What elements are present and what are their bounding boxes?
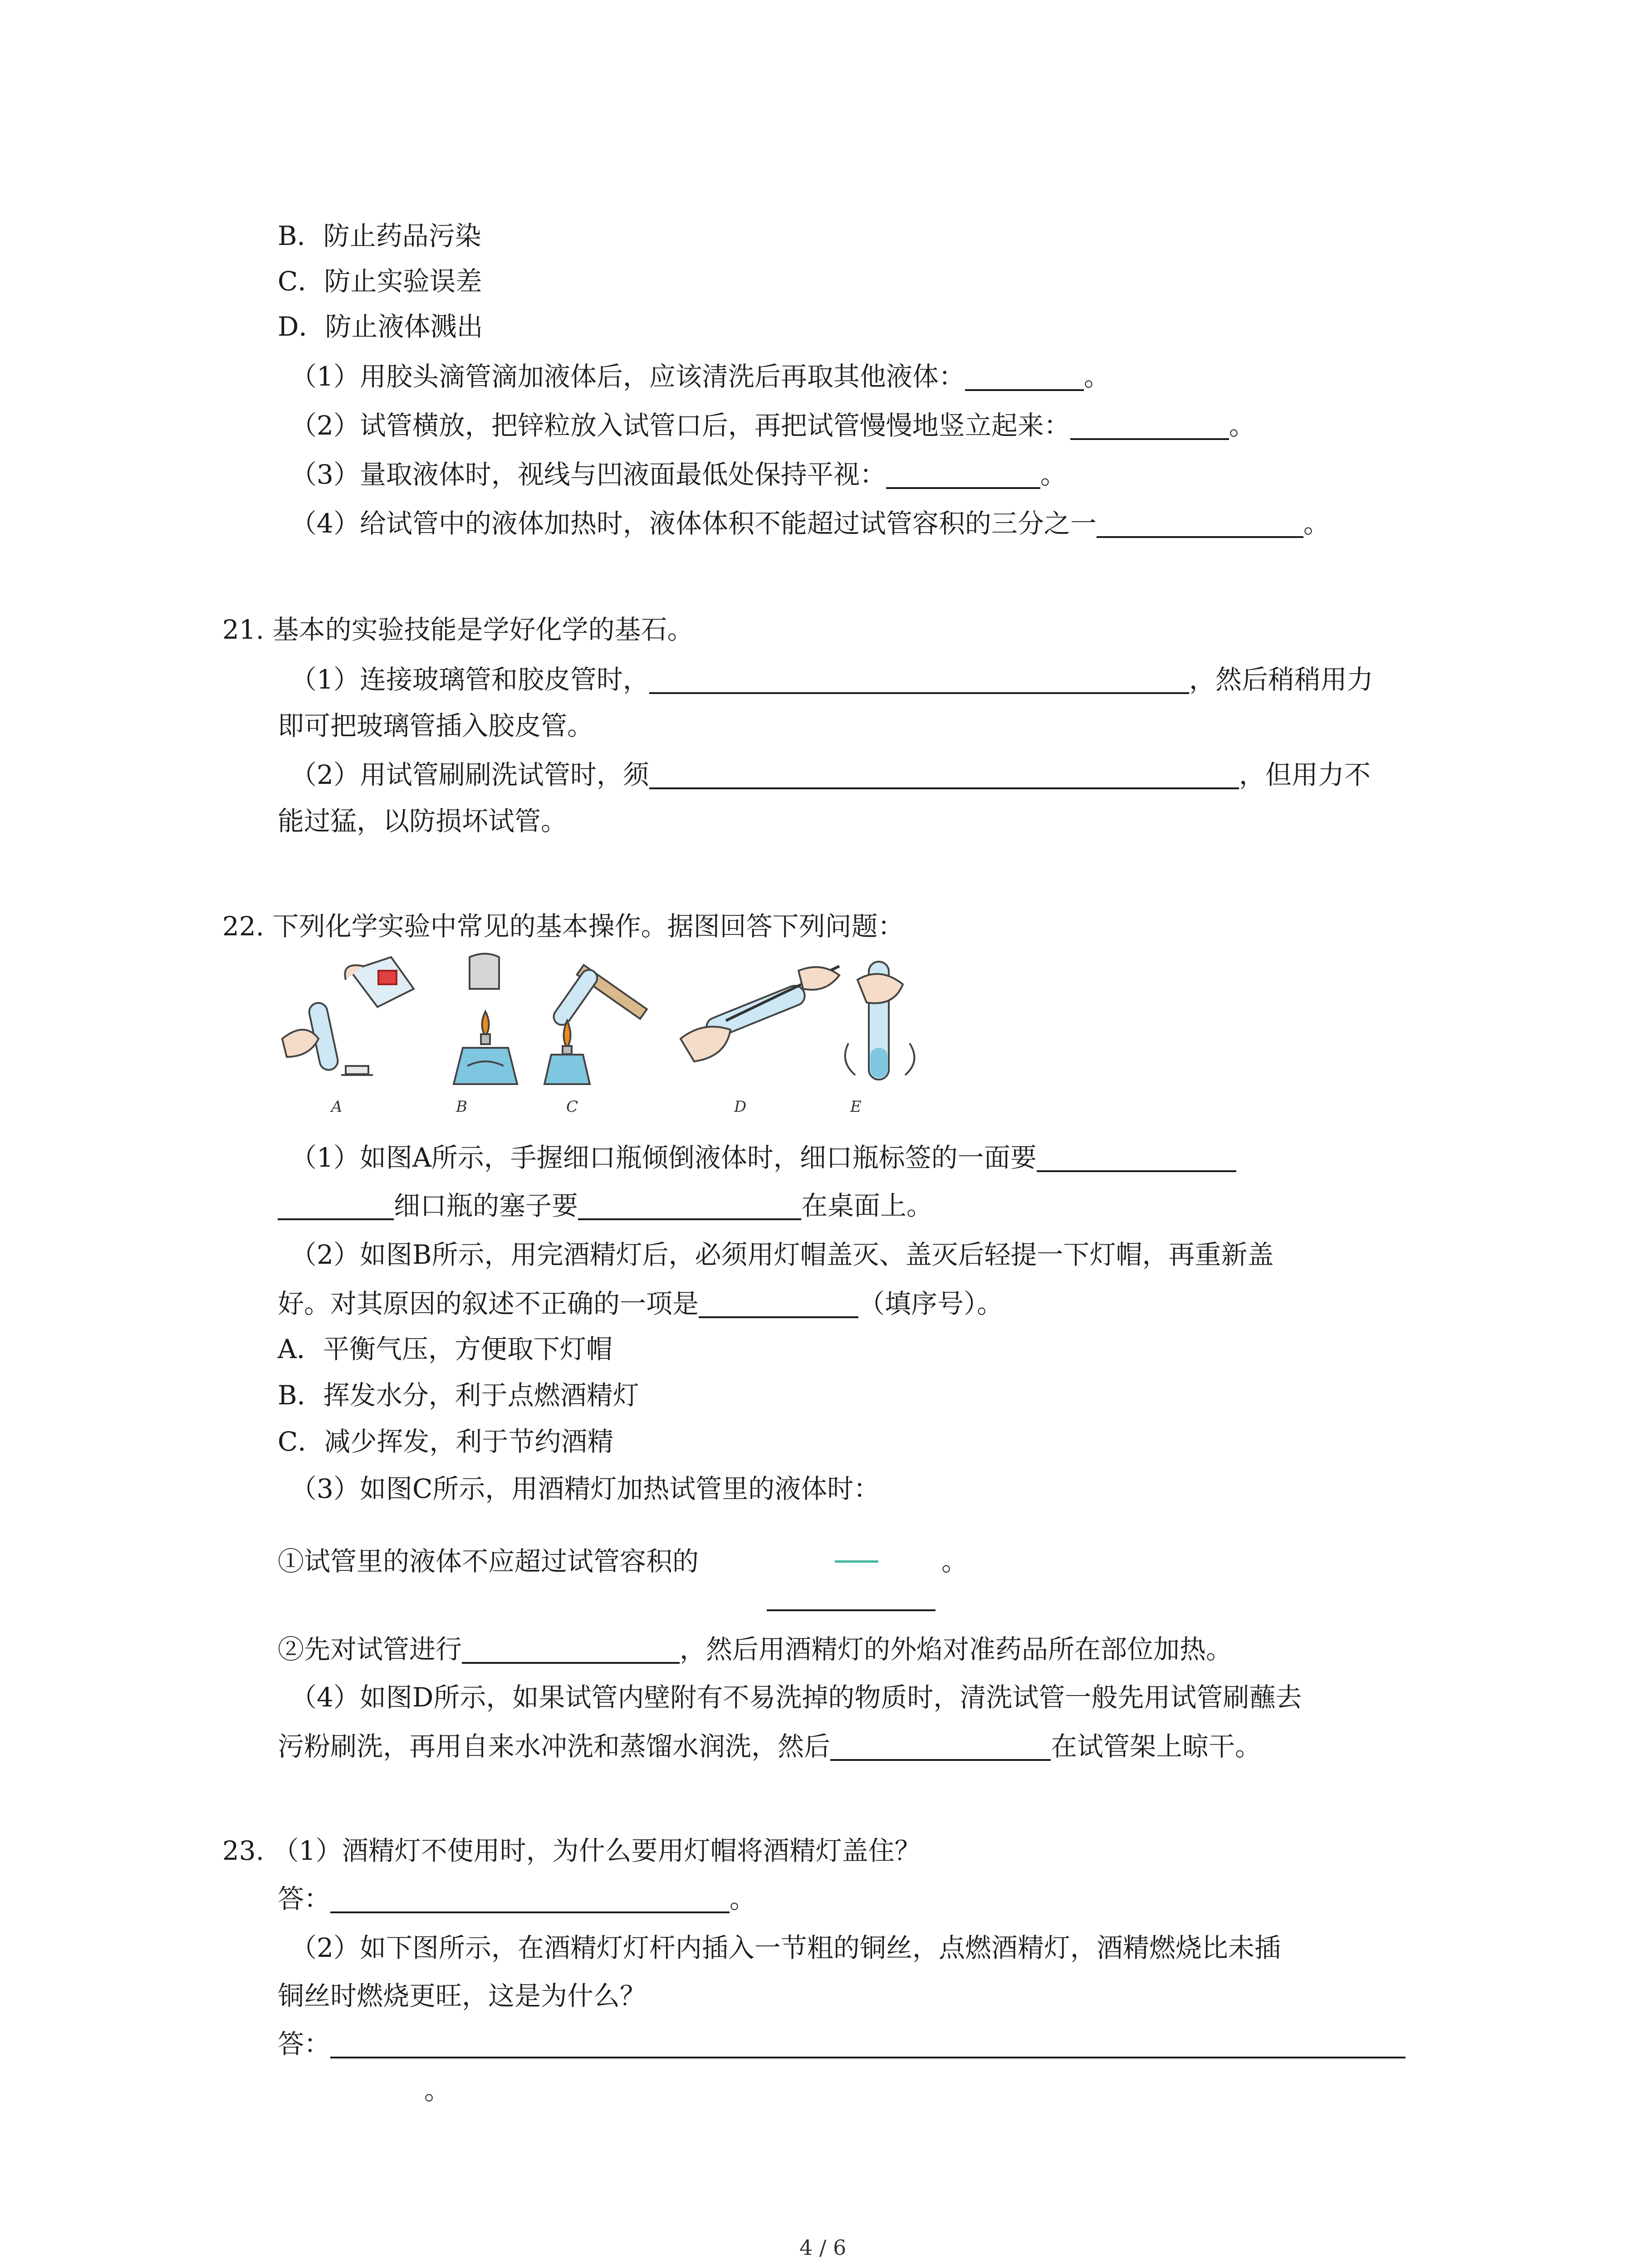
q22-stem: 22. 下列化学实验中常见的基本操作。据图回答下列问题： [222, 911, 904, 942]
q22-sub1-cont [278, 1188, 933, 1224]
q21-sub1-text: （1）连接玻璃管和胶皮管时， [290, 664, 649, 695]
answer-blank[interactable] [462, 1636, 680, 1664]
q22-sub1-text: （1）如图A所示，手握细口瓶倾倒液体时，细口瓶标签的一面要 [290, 1142, 1037, 1173]
q22-sub3-item2 [278, 1631, 1232, 1667]
q22-sub2: （2）如图B所示，用完酒精灯后，必须用灯帽盖灭、盖灭后轻提一下灯帽，再重新盖 [290, 1239, 1274, 1270]
figure-c-heating-illustration [535, 953, 653, 1089]
q22-option-b: B．挥发水分，利于点燃酒精灯 [278, 1380, 639, 1411]
q20-option-d: D．防止液体溅出 [278, 311, 483, 342]
q22-sub3-item2-text: ②先对试管进行 [278, 1634, 462, 1665]
q22-sub1-mid: 细口瓶的塞子要 [394, 1190, 578, 1221]
q23-answer1 [278, 1881, 756, 1917]
figure-b-alcohol-lamp-illustration [436, 953, 535, 1089]
answer-blank[interactable] [330, 1885, 730, 1913]
period: 。 [1303, 508, 1330, 539]
q22-sub3: （3）如图C所示，用酒精灯加热试管里的液体时： [290, 1473, 880, 1504]
q20-sub4 [290, 505, 1330, 542]
figure-label-c: C [566, 1098, 578, 1116]
q21-sub2-tail: ，但用力不 [1239, 759, 1371, 790]
q22-sub3-item2-tail: ，然后用酒精灯的外焰对准药品所在部位加热。 [680, 1634, 1233, 1665]
q23-sub1: 23. （1）酒精灯不使用时，为什么要用灯帽将酒精灯盖住？ [222, 1835, 921, 1866]
q20-sub1 [290, 358, 1110, 395]
answer-blank[interactable] [649, 761, 1239, 789]
period: 。 [1083, 361, 1110, 392]
q21-sub2-cont: 能过猛，以防损坏试管。 [278, 806, 568, 836]
q21-sub2 [290, 757, 1371, 793]
figure-label-e: E [850, 1098, 862, 1116]
q22-sub2-tail: （填序号）。 [858, 1288, 1004, 1319]
page-number: 4 / 6 [799, 2235, 847, 2260]
q23-sub2: （2）如下图所示，在酒精灯灯杆内插入一节粗的铜丝，点燃酒精灯，酒精燃烧比未插 [290, 1932, 1281, 1963]
answer-blank[interactable] [886, 461, 1040, 489]
answer-blank[interactable] [830, 1733, 1051, 1761]
figure-d-brushing-illustration [676, 953, 848, 1089]
q21-sub1-cont: 即可把玻璃管插入胶皮管。 [278, 710, 594, 741]
q22-sub2-text: 好。对其原因的叙述不正确的一项是 [278, 1288, 699, 1319]
figure-e-shaking-illustration [830, 953, 935, 1089]
period: 。 [730, 1883, 756, 1914]
q21-stem: 21. 基本的实验技能是学好化学的基石。 [222, 614, 694, 645]
figure-label-b: B [456, 1098, 467, 1116]
answer-blank[interactable] [278, 1192, 394, 1220]
q22-sub3-item1-text: ①试管里的液体不应超过试管容积的 [278, 1546, 699, 1577]
q20-sub2-text: （2）试管横放，把锌粒放入试管口后，再把试管慢慢地竖立起来： [290, 410, 1070, 441]
period: 。 [424, 2075, 451, 2106]
figure-a-pouring-illustration [278, 953, 427, 1089]
q21-sub1-tail: ，然后稍稍用力 [1189, 664, 1373, 695]
q20-option-b: B．防止药品污染 [278, 220, 481, 251]
answer-blank[interactable] [330, 2030, 1406, 2058]
q22-sub4-text: 污粉刷洗，再用自来水冲洗和蒸馏水润洗，然后 [278, 1731, 831, 1762]
q20-sub4-text: （4）给试管中的液体加热时，液体体积不能超过试管容积的三分之一 [290, 508, 1097, 539]
q21-sub2-text: （2）用试管刷刷洗试管时，须 [290, 759, 649, 790]
period: 。 [1040, 459, 1067, 490]
q23-answer2 [278, 2026, 1406, 2062]
figure-label-d: D [734, 1098, 747, 1116]
answer-blank[interactable] [1070, 412, 1229, 440]
period: 。 [1229, 410, 1255, 441]
q20-sub2 [290, 407, 1255, 444]
q22-option-a: A．平衡气压，方便取下灯帽 [278, 1334, 612, 1364]
period: 。 [941, 1546, 968, 1577]
figure-label-a: A [331, 1098, 343, 1116]
q21-sub1 [290, 661, 1373, 698]
q22-sub4-cont [278, 1728, 1261, 1765]
answer-blank[interactable] [578, 1192, 801, 1220]
q22-option-c: C．减少挥发，利于节约酒精 [278, 1426, 614, 1457]
answer-blank[interactable] [1037, 1144, 1236, 1172]
q22-sub4: （4）如图D所示，如果试管内壁附有不易洗掉的物质时，清洗试管一般先用试管刷蘸去 [290, 1682, 1302, 1713]
q20-sub1-text: （1）用胶头滴管滴加液体后，应该清洗后再取其他液体： [290, 361, 965, 392]
answer-label: 答： [278, 1883, 331, 1914]
q22-sub4-tail: 在试管架上晾干。 [1051, 1731, 1262, 1762]
q22-sub2-cont [278, 1286, 1003, 1322]
fraction-bar-mark [835, 1560, 878, 1563]
answer-blank[interactable] [649, 666, 1189, 694]
q20-option-c: C．防止实验误差 [278, 266, 482, 297]
q22-sub1 [290, 1139, 1236, 1176]
q20-sub3-text: （3）量取液体时，视线与凹液面最低处保持平视： [290, 459, 886, 490]
answer-label: 答： [278, 2028, 331, 2059]
q23-sub2-cont: 铜丝时燃烧更旺，这是为什么？ [278, 1980, 647, 2011]
answer-blank[interactable] [1097, 510, 1303, 538]
q20-sub3 [290, 456, 1067, 493]
answer-blank[interactable] [699, 1290, 858, 1318]
answer-blank[interactable] [965, 363, 1084, 391]
q22-sub3-item1 [278, 1543, 699, 1579]
answer-blank[interactable] [767, 1609, 936, 1611]
q22-sub1-tail: 在桌面上。 [801, 1190, 933, 1221]
